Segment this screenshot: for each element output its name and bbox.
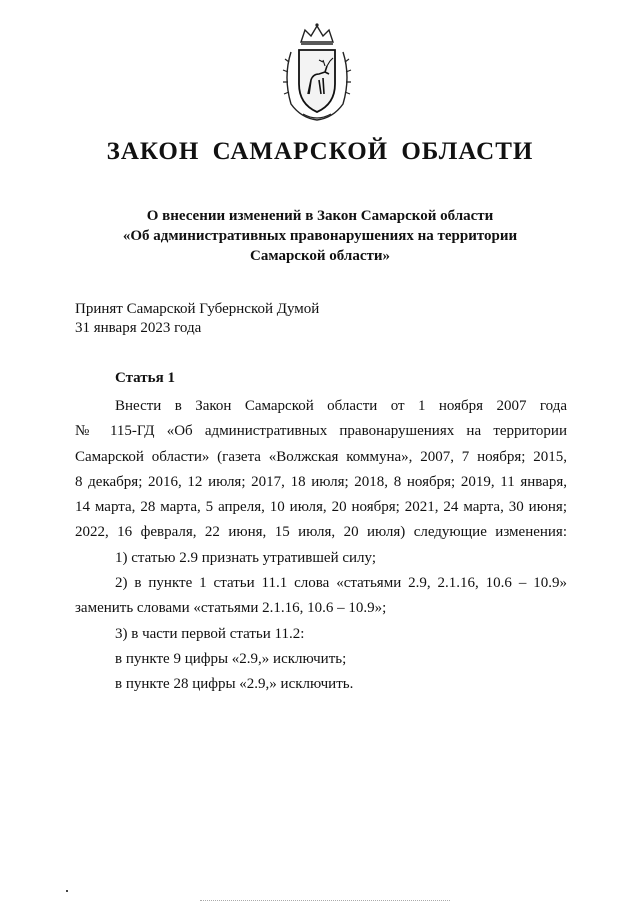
subtitle-line: «Об административных правонарушениях на территории — [122, 228, 518, 244]
adopted-by-line: Принят Самарской Губернской Думой — [75, 301, 320, 317]
paragraph-line: 8 декабря; 2016, 12 июля; 2017, 18 июля; 2018, 8 ноября; 2019, 11 января, — [75, 473, 567, 490]
subtitle-line: О внесении изменений в Закон Самарской области — [146, 208, 494, 224]
coat-of-arms-emblem — [277, 22, 357, 122]
paragraph-line: № 115-ГД «Об административных правонарушениях на территории — [75, 423, 567, 440]
subtitle-line: Самарской области» — [250, 248, 390, 264]
amendment-item-3: 3) в части первой статьи 11.2: — [115, 625, 305, 642]
paragraph-line: Внести в Закон Самарской области от 1 ноября 2007 года — [115, 398, 567, 414]
law-subtitle — [0, 206, 640, 266]
adoption-date: 31 января 2023 года — [75, 320, 202, 336]
amendment-item-1: 1) статью 2.9 признать утратившей силу; — [115, 549, 376, 566]
paragraph-line: 2022, 16 февраля, 22 июня, 15 июля, 20 июля) следующие изменения: — [75, 524, 567, 541]
amendment-subitem: в пункте 9 цифры «2.9,» исключить; — [115, 650, 347, 667]
amendment-subitem: в пункте 28 цифры «2.9,» исключить. — [115, 676, 354, 693]
law-title: ЗАКОН САМАРСКОЙ ОБЛАСТИ — [106, 138, 534, 165]
adoption-statement — [75, 300, 319, 338]
article-body — [75, 394, 567, 698]
scan-edge-line — [200, 900, 450, 902]
paragraph-line: 14 марта, 28 марта, 5 апреля, 10 июля, 20 ноября; 2021, 24 марта, 30 июня; — [75, 499, 567, 516]
article-heading: Статья 1 — [115, 370, 175, 386]
amendment-item-2: 2) в пункте 1 статьи 11.1 слова «статьями 2.9, 2.1.16, 10.6 – 10.9» — [115, 575, 567, 592]
scan-mark — [66, 890, 68, 892]
paragraph-line: Самарской области» (газета «Волжская коммуна», 2007, 7 ноября; 2015, — [75, 448, 567, 465]
amendment-item-2-continuation: заменить словами «статьями 2.1.16, 10.6 – 10.9»; — [75, 600, 387, 617]
